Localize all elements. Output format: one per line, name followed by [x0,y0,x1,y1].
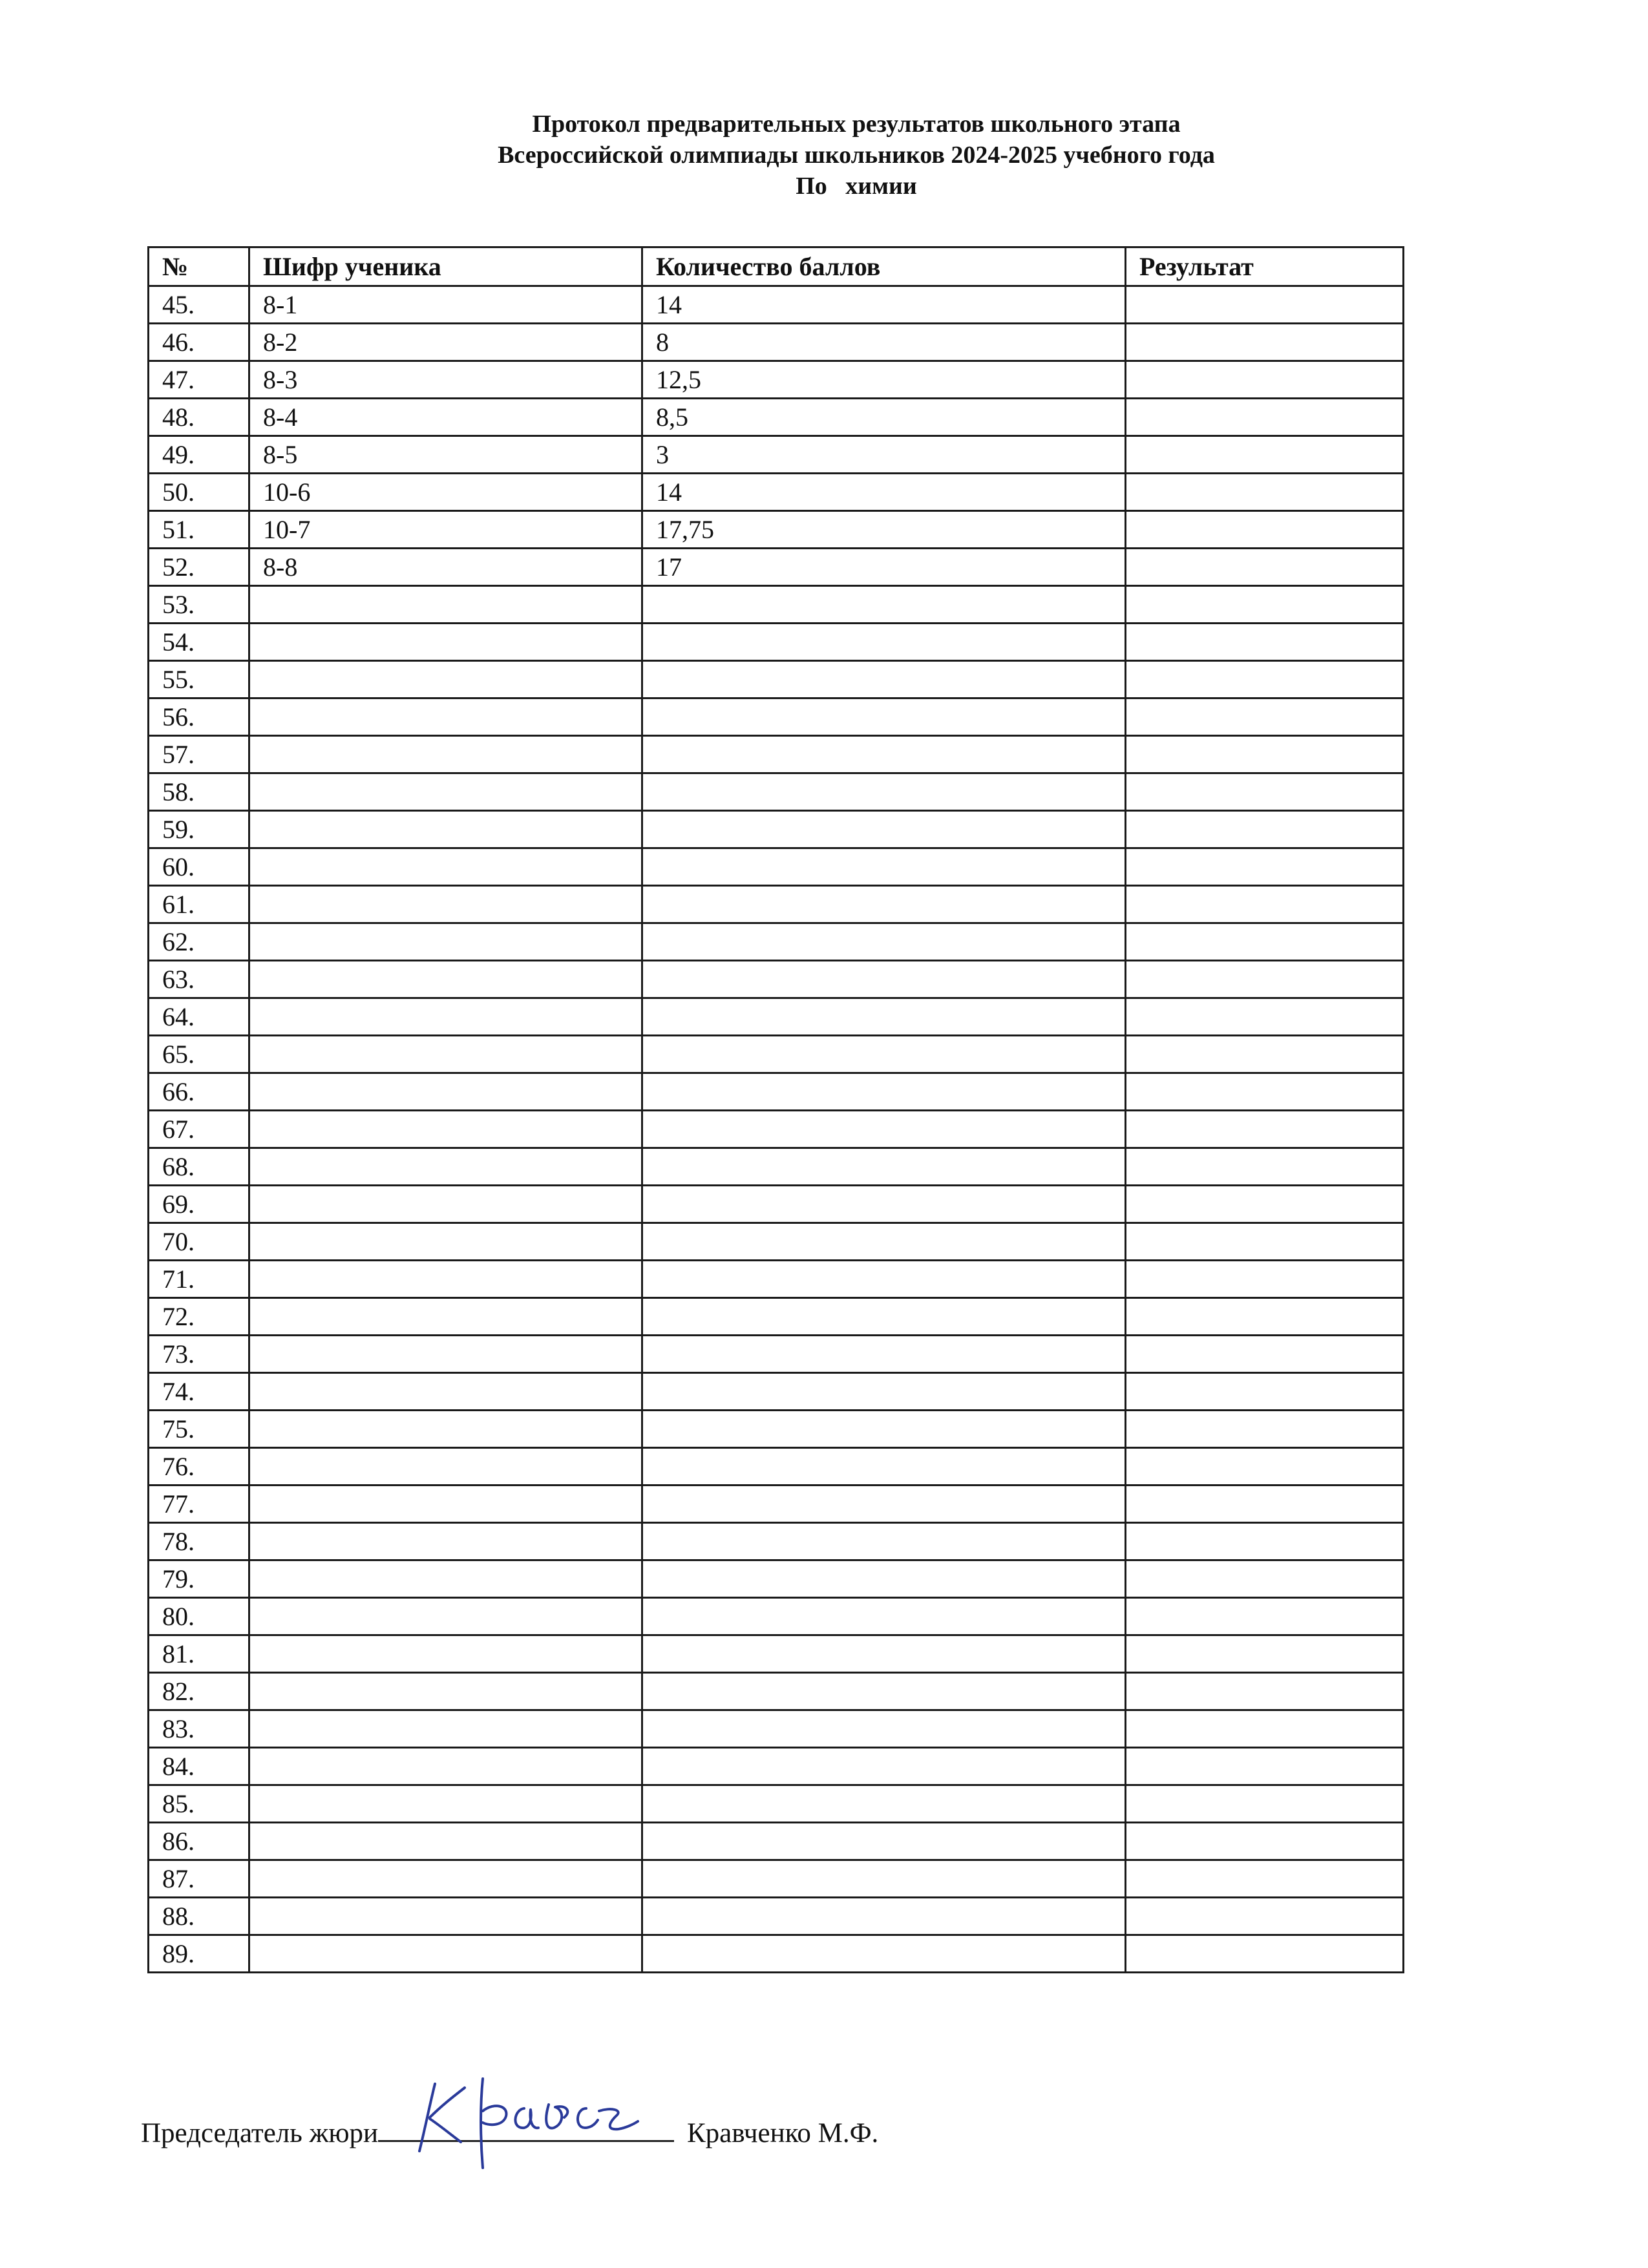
cell-student-code [249,961,642,998]
table-row [149,1598,1404,1635]
cell-result [1126,1411,1404,1448]
cell-score [642,1748,1126,1785]
document-header [0,109,1648,202]
cell-result [1126,1186,1404,1223]
cell-student-code [249,586,642,624]
cell-number: 73. [149,1336,249,1373]
cell-result [1126,811,1404,848]
cell-score [642,1223,1126,1261]
table-row [149,848,1404,886]
cell-student-code [249,886,642,923]
table-row [149,549,1404,586]
cell-score: 8,5 [642,399,1126,436]
cell-number: 74. [149,1373,249,1411]
cell-number: 78. [149,1523,249,1560]
cell-result [1126,1823,1404,1860]
cell-number: 65. [149,1036,249,1073]
cell-score [642,661,1126,698]
cell-student-code [249,1560,642,1598]
cell-result [1126,1785,1404,1823]
cell-student-code [249,923,642,961]
cell-student-code [249,1523,642,1560]
cell-result [1126,1710,1404,1748]
cell-result [1126,1898,1404,1935]
table-row [149,1748,1404,1785]
table-row [149,1823,1404,1860]
table-row [149,1298,1404,1336]
cell-student-code: 8-3 [249,361,642,399]
cell-score [642,773,1126,811]
table-row [149,1898,1404,1935]
column-header-number: № [149,247,249,286]
table-row [149,1486,1404,1523]
cell-score [642,586,1126,624]
cell-student-code [249,1785,642,1823]
cell-number: 59. [149,811,249,848]
cell-score [642,1598,1126,1635]
table-row [149,286,1404,324]
cell-score [642,1336,1126,1373]
results-table [147,246,1404,1973]
cell-score [642,1036,1126,1073]
cell-score [642,1785,1126,1823]
cell-score [642,1073,1126,1111]
cell-student-code: 10-7 [249,511,642,549]
table-row [149,1223,1404,1261]
cell-number: 86. [149,1823,249,1860]
table-row [149,1523,1404,1560]
table-row [149,773,1404,811]
table-row [149,998,1404,1036]
cell-score [642,886,1126,923]
cell-student-code [249,1673,642,1710]
cell-number: 55. [149,661,249,698]
cell-student-code [249,1935,642,1973]
cell-score [642,811,1126,848]
cell-score: 14 [642,286,1126,324]
cell-score [642,1560,1126,1598]
cell-number: 46. [149,324,249,361]
cell-student-code [249,736,642,773]
column-header-result: Результат [1126,247,1404,286]
cell-result [1126,1298,1404,1336]
cell-student-code [249,661,642,698]
cell-student-code [249,1073,642,1111]
cell-student-code [249,1411,642,1448]
cell-score [642,1261,1126,1298]
cell-score [642,736,1126,773]
cell-score [642,1298,1126,1336]
cell-number: 51. [149,511,249,549]
cell-score [642,698,1126,736]
table-row [149,1710,1404,1748]
table-row [149,511,1404,549]
cell-number: 45. [149,286,249,324]
table-row [149,436,1404,474]
cell-student-code [249,998,642,1036]
cell-score: 12,5 [642,361,1126,399]
cell-result [1126,1635,1404,1673]
cell-result [1126,1560,1404,1598]
cell-result [1126,1261,1404,1298]
cell-result [1126,1148,1404,1186]
cell-result [1126,1223,1404,1261]
table-row [149,1411,1404,1448]
table-row [149,1261,1404,1298]
cell-result [1126,399,1404,436]
cell-student-code: 8-2 [249,324,642,361]
cell-score [642,1111,1126,1148]
signature-line [378,2108,674,2142]
cell-result [1126,1448,1404,1486]
cell-student-code [249,1298,642,1336]
cell-number: 80. [149,1598,249,1635]
cell-result [1126,998,1404,1036]
cell-score [642,923,1126,961]
table-row [149,361,1404,399]
cell-number: 89. [149,1935,249,1973]
cell-number: 81. [149,1635,249,1673]
table-row [149,736,1404,773]
table-row [149,1860,1404,1898]
cell-result [1126,1860,1404,1898]
table-row [149,1148,1404,1186]
cell-score [642,1673,1126,1710]
cell-number: 77. [149,1486,249,1523]
cell-number: 64. [149,998,249,1036]
table-row [149,1560,1404,1598]
table-row [149,586,1404,624]
cell-number: 69. [149,1186,249,1223]
cell-student-code [249,1448,642,1486]
cell-student-code [249,624,642,661]
cell-number: 84. [149,1748,249,1785]
cell-score: 8 [642,324,1126,361]
cell-number: 54. [149,624,249,661]
cell-student-code [249,1598,642,1635]
cell-result [1126,1935,1404,1973]
header-title-line-1: Протокол предварительных результатов школьного этапа [532,110,1181,138]
cell-number: 75. [149,1411,249,1448]
cell-result [1126,549,1404,586]
cell-number: 60. [149,848,249,886]
cell-number: 85. [149,1785,249,1823]
cell-number: 50. [149,474,249,511]
cell-number: 68. [149,1148,249,1186]
cell-number: 63. [149,961,249,998]
table-row [149,961,1404,998]
cell-score: 17,75 [642,511,1126,549]
table-row [149,1111,1404,1148]
cell-number: 49. [149,436,249,474]
cell-student-code [249,1373,642,1411]
cell-student-code [249,1486,642,1523]
cell-student-code [249,1186,642,1223]
table-row [149,1073,1404,1111]
cell-number: 87. [149,1860,249,1898]
cell-student-code [249,1336,642,1373]
chair-name: Кравченко М.Ф. [686,2118,879,2148]
cell-number: 70. [149,1223,249,1261]
table-row [149,399,1404,436]
cell-result [1126,361,1404,399]
table-row [149,1036,1404,1073]
cell-student-code [249,1860,642,1898]
cell-student-code [249,1148,642,1186]
cell-result [1126,474,1404,511]
cell-number: 82. [149,1673,249,1710]
cell-score: 14 [642,474,1126,511]
cell-score [642,624,1126,661]
cell-student-code [249,1748,642,1785]
cell-number: 62. [149,923,249,961]
cell-result [1126,736,1404,773]
cell-student-code: 10-6 [249,474,642,511]
cell-score [642,961,1126,998]
cell-score [642,1860,1126,1898]
table-row [149,661,1404,698]
cell-number: 79. [149,1560,249,1598]
cell-student-code [249,1898,642,1935]
cell-student-code [249,773,642,811]
cell-score [642,998,1126,1036]
cell-number: 71. [149,1261,249,1298]
cell-result [1126,961,1404,998]
cell-number: 47. [149,361,249,399]
cell-result [1126,586,1404,624]
cell-result [1126,624,1404,661]
cell-score [642,1486,1126,1523]
cell-score [642,1935,1126,1973]
cell-number: 58. [149,773,249,811]
cell-student-code [249,811,642,848]
cell-student-code [249,698,642,736]
cell-student-code [249,1036,642,1073]
cell-result [1126,848,1404,886]
cell-result [1126,661,1404,698]
table-row [149,698,1404,736]
cell-score [642,1710,1126,1748]
cell-result [1126,324,1404,361]
cell-result [1126,1598,1404,1635]
table-row [149,624,1404,661]
header-title-line-2: Всероссийской олимпиады школьников 2024-2025 учебного года [498,142,1215,169]
cell-score [642,1823,1126,1860]
cell-number: 57. [149,736,249,773]
cell-result [1126,1748,1404,1785]
table-row [149,1336,1404,1373]
cell-student-code: 8-1 [249,286,642,324]
cell-number: 53. [149,586,249,624]
cell-student-code [249,848,642,886]
table-row [149,923,1404,961]
cell-student-code [249,1223,642,1261]
cell-result [1126,1073,1404,1111]
cell-result [1126,1336,1404,1373]
table-row [149,811,1404,848]
table-header-row [149,247,1404,286]
header-subject-line: По химии [796,173,917,200]
cell-student-code: 8-8 [249,549,642,586]
cell-student-code: 8-5 [249,436,642,474]
cell-result [1126,511,1404,549]
cell-score [642,1186,1126,1223]
cell-student-code [249,1261,642,1298]
cell-number: 88. [149,1898,249,1935]
table-row [149,1635,1404,1673]
cell-score [642,848,1126,886]
cell-result [1126,1486,1404,1523]
column-header-student-code: Шифр ученика [249,247,642,286]
cell-score: 3 [642,436,1126,474]
cell-student-code [249,1111,642,1148]
table-row [149,886,1404,923]
cell-result [1126,1373,1404,1411]
cell-number: 52. [149,549,249,586]
table-row [149,1373,1404,1411]
handwritten-signature-icon [410,2072,650,2169]
table-row [149,324,1404,361]
cell-number: 66. [149,1073,249,1111]
table-row [149,1448,1404,1486]
chair-label: Председатель жюри [141,2118,378,2148]
cell-number: 56. [149,698,249,736]
cell-result [1126,886,1404,923]
cell-result [1126,923,1404,961]
cell-number: 72. [149,1298,249,1336]
cell-result [1126,436,1404,474]
cell-result [1126,286,1404,324]
cell-student-code [249,1710,642,1748]
cell-number: 76. [149,1448,249,1486]
cell-result [1126,1523,1404,1560]
cell-result [1126,773,1404,811]
cell-score [642,1635,1126,1673]
table-row [149,1935,1404,1973]
cell-score: 17 [642,549,1126,586]
cell-score [642,1898,1126,1935]
table-row [149,1673,1404,1710]
table-row [149,1186,1404,1223]
table-body [149,286,1404,1973]
cell-result [1126,1036,1404,1073]
cell-result [1126,1111,1404,1148]
cell-number: 83. [149,1710,249,1748]
cell-score [642,1148,1126,1186]
cell-result [1126,698,1404,736]
cell-student-code: 8-4 [249,399,642,436]
cell-score [642,1411,1126,1448]
signature-block [141,2108,878,2153]
cell-number: 61. [149,886,249,923]
table-row [149,474,1404,511]
cell-student-code [249,1823,642,1860]
cell-student-code [249,1635,642,1673]
cell-score [642,1448,1126,1486]
column-header-score: Количество баллов [642,247,1126,286]
cell-number: 67. [149,1111,249,1148]
table-row [149,1785,1404,1823]
cell-score [642,1373,1126,1411]
cell-number: 48. [149,399,249,436]
cell-score [642,1523,1126,1560]
cell-result [1126,1673,1404,1710]
